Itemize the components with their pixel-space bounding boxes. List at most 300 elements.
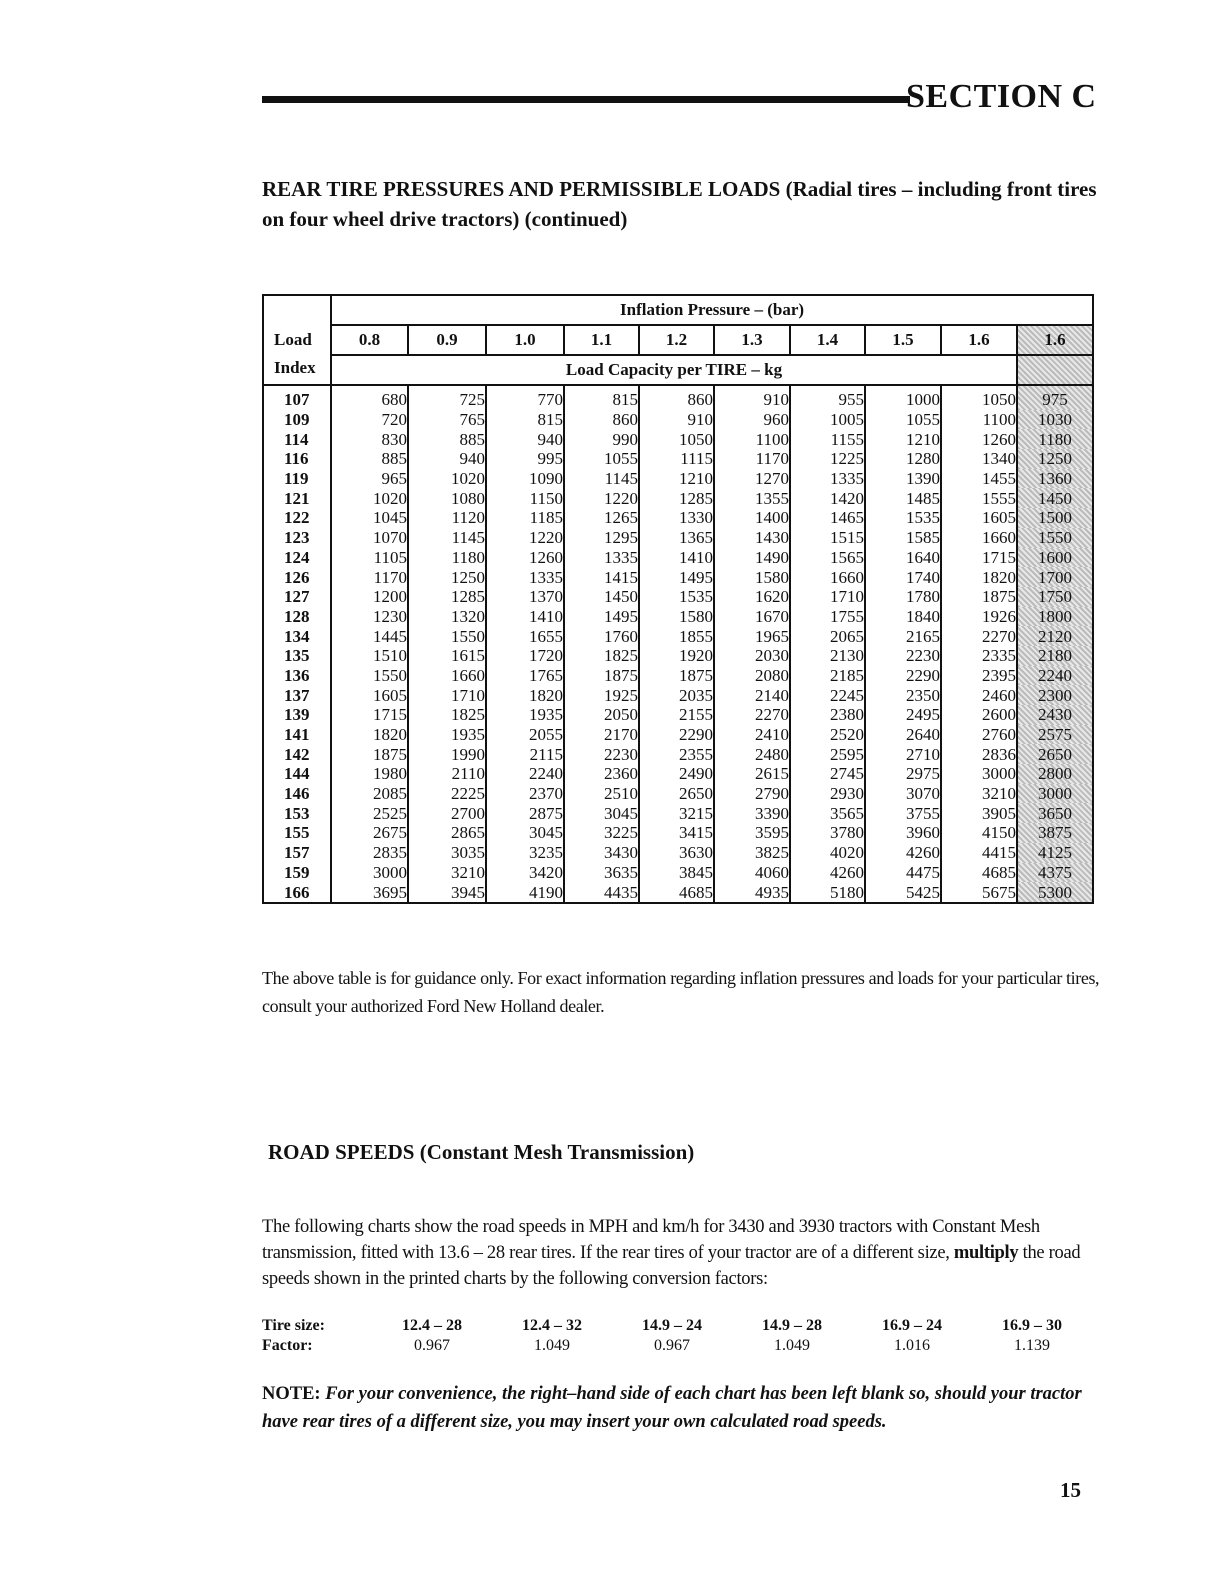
capacity-cell: 1855 [639,626,714,646]
capacity-cell: 815 [564,385,639,410]
road-para-part1: The following charts show the road speeds in MPH and km/h for 3430 and 3930 tractors with Constant Mesh transmission, fitted with 13.6 – 28 rear tires. If the rear tires of your tractor are of a different size, [262,1217,1040,1263]
capacity-cell: 1935 [486,705,564,725]
capacity-cell: 1270 [714,469,790,489]
capacity-cell: 1335 [790,469,865,489]
capacity-cell: 2370 [486,784,564,804]
capacity-cell: 1720 [486,646,564,666]
capacity-cell: 3755 [865,803,941,823]
capacity-cell: 1320 [408,607,486,627]
index-label: Index [274,358,316,377]
shaded-capacity-cell: 2650 [1017,744,1093,764]
load-capacity-header: Load Capacity per TIRE – kg [331,355,1017,385]
shaded-capacity-cell: 1250 [1017,449,1093,469]
table-row [263,863,1093,883]
capacity-cell: 3960 [865,823,941,843]
capacity-cell: 1760 [564,626,639,646]
capacity-cell: 1715 [331,705,408,725]
capacity-cell: 2510 [564,784,639,804]
capacity-cell: 1965 [714,626,790,646]
capacity-cell: 1050 [941,385,1017,410]
shaded-capacity-cell: 1030 [1017,410,1093,430]
capacity-cell: 1200 [331,587,408,607]
load-index-cell: 144 [263,764,331,784]
capacity-cell: 2335 [941,646,1017,666]
capacity-cell: 1365 [639,528,714,548]
capacity-cell: 3210 [408,863,486,883]
load-label: Load [274,330,312,349]
factor-value: 0.967 [414,1337,450,1354]
tire-size-value: 14.9 – 24 [642,1317,702,1334]
capacity-cell: 2055 [486,725,564,745]
capacity-cell: 3045 [486,823,564,843]
capacity-cell: 1820 [331,725,408,745]
capacity-cell: 1455 [941,469,1017,489]
shaded-capacity-cell: 2800 [1017,764,1093,784]
table-row [263,705,1093,725]
pressure-header-0: 0.8 [331,325,408,355]
shaded-capacity-cell: 3875 [1017,823,1093,843]
capacity-cell: 1100 [941,410,1017,430]
capacity-cell: 3565 [790,803,865,823]
capacity-cell: 1550 [408,626,486,646]
capacity-cell: 3070 [865,784,941,804]
load-index-cell: 155 [263,823,331,843]
capacity-cell: 1605 [331,685,408,705]
table-row [263,725,1093,745]
capacity-cell: 1430 [714,528,790,548]
load-index-cell: 128 [263,607,331,627]
capacity-cell: 910 [714,385,790,410]
capacity-cell: 1820 [486,685,564,705]
capacity-cell: 1080 [408,488,486,508]
capacity-cell: 3045 [564,803,639,823]
capacity-cell: 940 [486,429,564,449]
capacity-cell: 1875 [941,587,1017,607]
capacity-cell: 4935 [714,882,790,903]
tire-size-label: Tire size: [262,1317,325,1334]
capacity-cell: 1170 [714,449,790,469]
capacity-cell: 2130 [790,646,865,666]
capacity-cell: 1230 [331,607,408,627]
capacity-cell: 1415 [564,567,639,587]
load-index-cell: 122 [263,508,331,528]
table-row [263,823,1093,843]
capacity-cell: 1250 [408,567,486,587]
capacity-cell: 2230 [865,646,941,666]
capacity-cell: 2595 [790,744,865,764]
capacity-cell: 5675 [941,882,1017,903]
load-index-cell: 141 [263,725,331,745]
shaded-capacity-cell: 975 [1017,385,1093,410]
capacity-cell: 2710 [865,744,941,764]
capacity-cell: 1765 [486,666,564,686]
capacity-cell: 1820 [941,567,1017,587]
capacity-cell: 860 [639,385,714,410]
capacity-cell: 2350 [865,685,941,705]
capacity-cell: 2360 [564,764,639,784]
load-index-header [263,295,331,385]
capacity-cell: 2835 [331,843,408,863]
capacity-cell: 3430 [564,843,639,863]
road-speeds-note [262,1380,1112,1436]
capacity-cell: 1265 [564,508,639,528]
capacity-cell: 2600 [941,705,1017,725]
table-row [263,626,1093,646]
capacity-cell: 2115 [486,744,564,764]
capacity-cell: 2525 [331,803,408,823]
capacity-cell: 2165 [865,626,941,646]
capacity-cell: 1335 [564,548,639,568]
tire-size-value: 14.9 – 28 [762,1317,822,1334]
capacity-cell: 1495 [639,567,714,587]
table-row [263,429,1093,449]
capacity-cell: 3000 [941,764,1017,784]
factor-value: 1.016 [894,1337,930,1354]
inflation-pressure-header: Inflation Pressure – (bar) [331,295,1093,325]
capacity-cell: 1670 [714,607,790,627]
capacity-cell: 2650 [639,784,714,804]
capacity-cell: 1005 [790,410,865,430]
capacity-cell: 2225 [408,784,486,804]
capacity-cell: 2035 [639,685,714,705]
capacity-cell: 1780 [865,587,941,607]
load-table-body [263,385,1093,903]
capacity-cell: 2185 [790,666,865,686]
capacity-cell: 2170 [564,725,639,745]
shaded-capacity-cell: 2240 [1017,666,1093,686]
table-row [263,646,1093,666]
road-speeds-paragraph [262,1214,1112,1292]
pressure-row [263,325,1093,355]
capacity-cell: 1710 [408,685,486,705]
capacity-cell: 1715 [941,548,1017,568]
capacity-cell: 1935 [408,725,486,745]
load-index-cell: 159 [263,863,331,883]
capacity-cell: 1145 [408,528,486,548]
capacity-cell: 1370 [486,587,564,607]
shaded-capacity-cell: 1600 [1017,548,1093,568]
capacity-cell: 1355 [714,488,790,508]
capacity-cell: 4260 [865,843,941,863]
capacity-cell: 2460 [941,685,1017,705]
table-row [263,784,1093,804]
capacity-cell: 1260 [486,548,564,568]
capacity-cell: 1490 [714,548,790,568]
capacity-cell: 2230 [564,744,639,764]
capacity-cell: 1105 [331,548,408,568]
tire-size-value: 12.4 – 32 [522,1317,582,1334]
table-row [263,567,1093,587]
capacity-cell: 3210 [941,784,1017,804]
capacity-cell: 2140 [714,685,790,705]
shaded-capacity-cell: 3000 [1017,784,1093,804]
pressure-header-7: 1.5 [865,325,941,355]
capacity-cell: 1020 [408,469,486,489]
guidance-note: The above table is for guidance only. For exact information regarding inflation pressures and loads for your particular tires, consult your authorized Ford New Holland dealer. [262,968,1100,1016]
capacity-cell: 4685 [639,882,714,903]
capacity-cell: 830 [331,429,408,449]
shaded-capacity-cell: 1500 [1017,508,1093,528]
page-number: 15 [1060,1478,1081,1502]
capacity-cell: 2395 [941,666,1017,686]
load-index-cell: 126 [263,567,331,587]
load-index-cell: 146 [263,784,331,804]
load-index-cell: 121 [263,488,331,508]
capacity-cell: 1000 [865,385,941,410]
capacity-cell: 1020 [331,488,408,508]
capacity-cell: 1615 [408,646,486,666]
capacity-cell: 1840 [865,607,941,627]
capacity-cell: 4150 [941,823,1017,843]
capacity-cell: 2930 [790,784,865,804]
shaded-capacity-cell: 3650 [1017,803,1093,823]
capacity-cell: 1210 [639,469,714,489]
shaded-capacity-cell: 4375 [1017,863,1093,883]
shaded-capacity-cell: 2575 [1017,725,1093,745]
capacity-cell: 1535 [639,587,714,607]
capacity-cell: 1185 [486,508,564,528]
shaded-capacity-cell: 1700 [1017,567,1093,587]
capacity-cell: 1400 [714,508,790,528]
capacity-cell: 1220 [486,528,564,548]
table-row [263,508,1093,528]
load-index-cell: 139 [263,705,331,725]
capacity-cell: 3215 [639,803,714,823]
load-index-cell: 137 [263,685,331,705]
table-row [263,843,1093,863]
capacity-cell: 2355 [639,744,714,764]
pressure-header-1: 0.9 [408,325,486,355]
capacity-cell: 765 [408,410,486,430]
capacity-cell: 3035 [408,843,486,863]
capacity-cell: 1555 [941,488,1017,508]
capacity-cell: 2270 [941,626,1017,646]
table-row [263,666,1093,686]
capacity-cell: 1640 [865,548,941,568]
capacity-cell: 1295 [564,528,639,548]
table-row [263,882,1093,903]
capacity-cell: 965 [331,469,408,489]
capacity-cell: 2480 [714,744,790,764]
table-row [263,685,1093,705]
capacity-cell: 1410 [639,548,714,568]
capacity-cell: 2520 [790,725,865,745]
capacity-cell: 1260 [941,429,1017,449]
capacity-cell: 2380 [790,705,865,725]
pressure-header-3: 1.1 [564,325,639,355]
capacity-cell: 2760 [941,725,1017,745]
capacity-cell: 1340 [941,449,1017,469]
capacity-cell: 1660 [408,666,486,686]
load-index-cell: 109 [263,410,331,430]
shaded-capacity-cell: 1800 [1017,607,1093,627]
capacity-cell: 2410 [714,725,790,745]
capacity-cell: 995 [486,449,564,469]
shaded-capacity-cell: 1750 [1017,587,1093,607]
capacity-cell: 2745 [790,764,865,784]
load-index-cell: 123 [263,528,331,548]
capacity-cell: 2615 [714,764,790,784]
capacity-cell: 1925 [564,685,639,705]
capacity-cell: 2245 [790,685,865,705]
load-index-cell: 153 [263,803,331,823]
capacity-cell: 1990 [408,744,486,764]
table-row [263,488,1093,508]
pressure-header-5: 1.3 [714,325,790,355]
capacity-cell: 1605 [941,508,1017,528]
capacity-cell: 1926 [941,607,1017,627]
capacity-cell: 1115 [639,449,714,469]
table-row [263,449,1093,469]
capacity-cell: 3595 [714,823,790,843]
capacity-cell: 4475 [865,863,941,883]
capacity-cell: 3415 [639,823,714,843]
tire-size-row [262,1316,1092,1336]
factor-value: 1.049 [774,1337,810,1354]
table-row [263,548,1093,568]
capacity-cell: 1620 [714,587,790,607]
factor-value: 1.139 [1014,1337,1050,1354]
load-index-cell: 127 [263,587,331,607]
capacity-cell: 4685 [941,863,1017,883]
table-row [263,469,1093,489]
capacity-cell: 1485 [865,488,941,508]
shaded-capacity-cell: 2180 [1017,646,1093,666]
capacity-cell: 2490 [639,764,714,784]
conversion-factors-table [262,1316,1092,1356]
capacity-cell: 2050 [564,705,639,725]
capacity-cell: 955 [790,385,865,410]
shaded-capacity-cell: 1180 [1017,429,1093,449]
capacity-cell: 910 [639,410,714,430]
capacity-cell: 1565 [790,548,865,568]
capacity-cell: 1655 [486,626,564,646]
capacity-cell: 2080 [714,666,790,686]
road-speeds-title: ROAD SPEEDS (Constant Mesh Transmission) [268,1140,695,1164]
capacity-cell: 1220 [564,488,639,508]
load-index-cell: 124 [263,548,331,568]
capacity-cell: 2700 [408,803,486,823]
load-index-cell: 166 [263,882,331,903]
capacity-cell: 3235 [486,843,564,863]
capacity-cell: 1285 [639,488,714,508]
capacity-cell: 990 [564,429,639,449]
capacity-cell: 1210 [865,429,941,449]
shaded-capacity-cell: 2300 [1017,685,1093,705]
shaded-capacity-cell: 2120 [1017,626,1093,646]
capacity-cell: 1285 [408,587,486,607]
road-para-bold: multiply [953,1243,1019,1263]
capacity-cell: 5180 [790,882,865,903]
capacity-cell: 1740 [865,567,941,587]
capacity-cell: 3695 [331,882,408,903]
tire-size-value: 16.9 – 30 [1002,1317,1062,1334]
capacity-cell: 3780 [790,823,865,843]
capacity-cell: 1045 [331,508,408,528]
factor-value: 0.967 [654,1337,690,1354]
load-index-cell: 116 [263,449,331,469]
capacity-cell: 1550 [331,666,408,686]
capacity-cell: 4060 [714,863,790,883]
capacity-cell: 3635 [564,863,639,883]
capacity-cell: 3420 [486,863,564,883]
capacity-cell: 1330 [639,508,714,528]
capacity-cell: 1825 [564,646,639,666]
load-index-cell: 134 [263,626,331,646]
capacity-cell: 2240 [486,764,564,784]
capacity-cell: 1580 [714,567,790,587]
capacity-cell: 725 [408,385,486,410]
capacity-cell: 1180 [408,548,486,568]
capacity-cell: 885 [331,449,408,469]
capacity-cell: 1710 [790,587,865,607]
capacity-cell: 1225 [790,449,865,469]
capacity-cell: 1055 [564,449,639,469]
pressure-header-8: 1.6 [941,325,1017,355]
pressure-header-2: 1.0 [486,325,564,355]
capacity-cell: 2155 [639,705,714,725]
shaded-capacity-cell: 1550 [1017,528,1093,548]
factor-label: Factor: [262,1337,313,1354]
capacity-cell: 1495 [564,607,639,627]
capacity-cell: 1875 [331,744,408,764]
table-title: REAR TIRE PRESSURES AND PERMISSIBLE LOADS (Radial tires – including front tires on four wheel drive tractors) (continued) [262,177,1097,231]
load-table [262,294,1094,904]
capacity-cell: 1515 [790,528,865,548]
load-index-cell: 142 [263,744,331,764]
capacity-cell: 1660 [941,528,1017,548]
capacity-cell: 1100 [714,429,790,449]
capacity-cell: 2495 [865,705,941,725]
capacity-cell: 940 [408,449,486,469]
section-title: SECTION C [906,78,1097,115]
capacity-cell: 2875 [486,803,564,823]
capacity-cell: 1055 [865,410,941,430]
capacity-cell: 2270 [714,705,790,725]
capacity-cell: 1090 [486,469,564,489]
capacity-cell: 1335 [486,567,564,587]
table-row [263,385,1093,410]
shaded-column-cell [1017,355,1093,385]
table-row [263,410,1093,430]
table-row [263,764,1093,784]
capacity-cell: 4020 [790,843,865,863]
capacity-cell: 2836 [941,744,1017,764]
capacity-cell: 1580 [639,607,714,627]
capacity-cell: 3825 [714,843,790,863]
load-index-cell: 136 [263,666,331,686]
capacity-cell: 860 [564,410,639,430]
capacity-cell: 770 [486,385,564,410]
shaded-capacity-cell: 5300 [1017,882,1093,903]
capacity-cell: 1155 [790,429,865,449]
capacity-cell: 2030 [714,646,790,666]
capacity-cell: 3945 [408,882,486,903]
capacity-cell: 3630 [639,843,714,863]
pressure-header-4: 1.2 [639,325,714,355]
load-index-cell: 157 [263,843,331,863]
capacity-cell: 1875 [639,666,714,686]
capacity-cell: 4190 [486,882,564,903]
table-row [263,587,1093,607]
capacity-cell: 2975 [865,764,941,784]
capacity-cell: 2640 [865,725,941,745]
capacity-cell: 1980 [331,764,408,784]
capacity-cell: 1150 [486,488,564,508]
capacity-cell: 5425 [865,882,941,903]
capacity-cell: 1145 [564,469,639,489]
load-index-cell: 107 [263,385,331,410]
